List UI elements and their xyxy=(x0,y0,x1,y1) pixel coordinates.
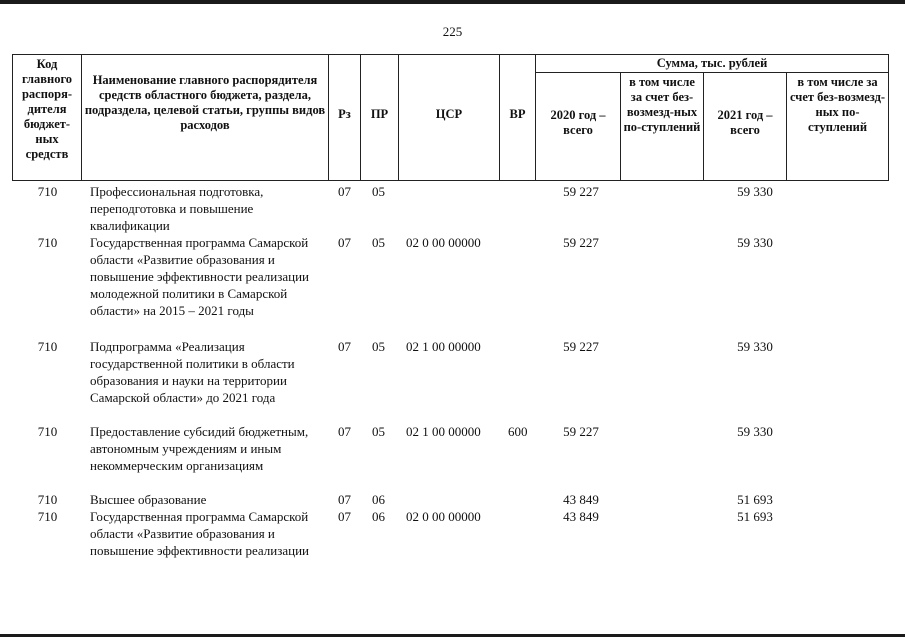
cell-code: 710 xyxy=(37,339,58,354)
cell-rz: 07 xyxy=(338,184,351,199)
cell-rz: 07 xyxy=(338,235,351,250)
cell-name: Профессиональная подготовка, переподготовка и повышение квалификации xyxy=(90,184,264,233)
page-number: 225 xyxy=(442,24,463,39)
cell-pr: 05 xyxy=(372,184,385,199)
cell-2021-total: 59 330 xyxy=(737,424,773,439)
cell-code: 710 xyxy=(37,424,58,439)
top-border xyxy=(0,0,905,4)
header-2020-total: 2020 год – всего xyxy=(536,73,621,181)
cell-code: 710 xyxy=(37,492,58,507)
cell-name: Подпрограмма «Реализация государственной политики в области образования и науки на территории Самарской области» до 2021 года xyxy=(90,339,295,405)
cell-2020-total: 59 227 xyxy=(563,184,599,199)
cell-pr: 06 xyxy=(372,509,385,524)
header-name: Наименование главного распорядителя средств областного бюджета, раздела, подраздела, целевой статьи, группы видов расходов xyxy=(82,55,329,181)
cell-code: 710 xyxy=(37,235,58,250)
cell-csr: 02 0 00 00000 xyxy=(406,235,481,250)
header-vr: ВР xyxy=(500,55,536,181)
header-2020-free: в том числе за счет без-возмезд-ных по-ступлений xyxy=(621,73,704,181)
header-2021-free: в том числе за счет без-возмезд-ных по-ступлений xyxy=(787,73,889,181)
cell-2021-total: 59 330 xyxy=(737,235,773,250)
cell-2020-total: 43 849 xyxy=(563,509,599,524)
cell-2021-total: 59 330 xyxy=(737,184,773,199)
cell-2020-total: 59 227 xyxy=(563,235,599,250)
cell-pr: 05 xyxy=(372,424,385,439)
cell-csr: 02 0 00 00000 xyxy=(406,509,481,524)
cell-rz: 07 xyxy=(338,509,351,524)
cell-2021-total: 51 693 xyxy=(737,492,773,507)
cell-2021-total: 51 693 xyxy=(737,509,773,524)
cell-code: 710 xyxy=(37,184,58,199)
cell-2020-total: 59 227 xyxy=(563,424,599,439)
cell-2020-total: 43 849 xyxy=(563,492,599,507)
cell-2020-total: 59 227 xyxy=(563,339,599,354)
cell-csr: 02 1 00 00000 xyxy=(406,339,481,354)
header-code: Код главного распоря-дителя бюджет-ных средств xyxy=(13,55,82,181)
cell-name: Высшее образование xyxy=(90,492,207,507)
cell-rz: 07 xyxy=(338,424,351,439)
bottom-border xyxy=(0,634,905,637)
table-header xyxy=(12,54,889,181)
cell-name: Государственная программа Самарской области «Развитие образования и повышение эффективности реализации xyxy=(90,509,309,558)
cell-code: 710 xyxy=(37,509,58,524)
cell-csr: 02 1 00 00000 xyxy=(406,424,481,439)
cell-pr: 05 xyxy=(372,339,385,354)
cell-name: Государственная программа Самарской области «Развитие образования и повышение эффективности реализации молодежной политики в Самарской области» на 2015 – 2021 годы xyxy=(90,235,309,318)
cell-name: Предоставление субсидий бюджетным, автономным учреждениям и иным некоммерческим организациям xyxy=(90,424,309,473)
cell-rz: 07 xyxy=(338,339,351,354)
cell-2021-total: 59 330 xyxy=(737,339,773,354)
header-rz: Рз xyxy=(329,55,361,181)
header-csr: ЦСР xyxy=(399,55,500,181)
cell-vr: 600 xyxy=(508,424,528,439)
cell-pr: 06 xyxy=(372,492,385,507)
header-2021-total: 2021 год – всего xyxy=(704,73,787,181)
header-sum: Сумма, тыс. рублей xyxy=(536,55,889,73)
header-pr: ПР xyxy=(361,55,399,181)
cell-rz: 07 xyxy=(338,492,351,507)
cell-pr: 05 xyxy=(372,235,385,250)
